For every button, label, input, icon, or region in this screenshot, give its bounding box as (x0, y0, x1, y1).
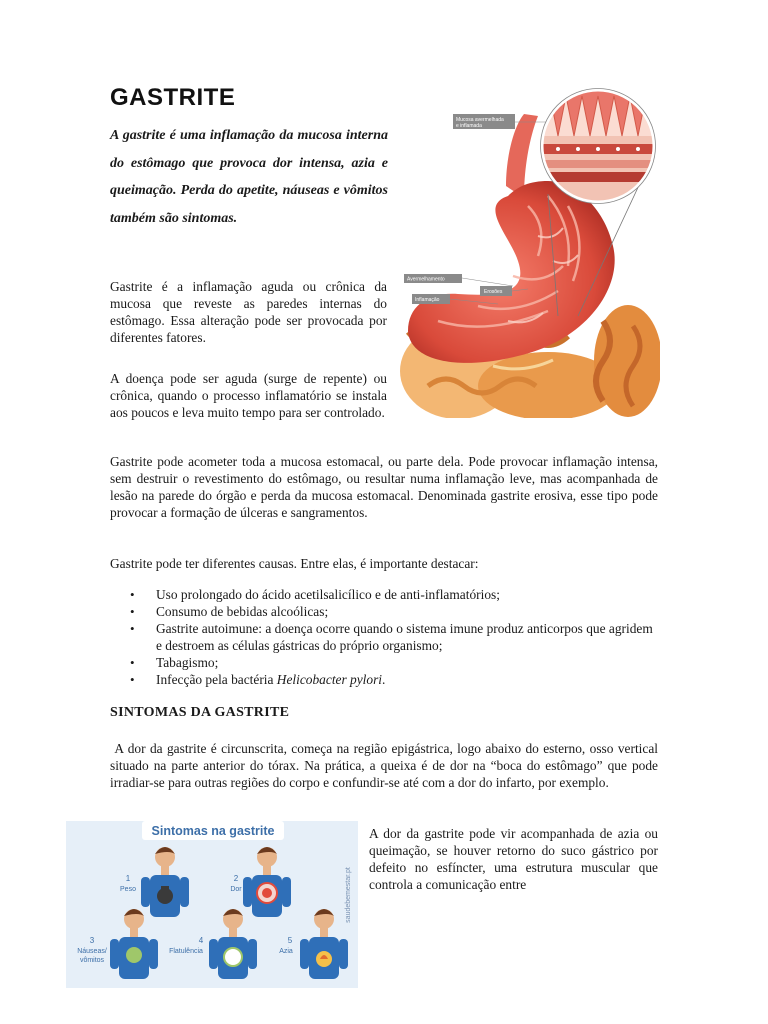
paragraph-heartburn: A dor da gastrite pode vir acompanhada de azia ou queimação, se houver retorno do suco gástrico por defeito no esfíncter, uma estrutura muscular que controla a comunicação entre (369, 826, 658, 892)
symptoms-infographic (66, 821, 358, 988)
symptom-2-label: Dor (230, 886, 242, 893)
stomach-illustration (398, 86, 660, 418)
paragraph-erosive: Gastrite pode acometer toda a mucosa estomacal, ou parte dela. Pode provocar inflamação intensa, sem destruir o revestimento do estômago, ou resultar numa inflamação leve, mas acompanhada de lesão na parede do órgão e perda da mucosa estomacal. Denominada gastrite erosiva, esse tipo pode provocar a formação de úlceras e sangramentos. (110, 454, 658, 520)
symptom-5-number: 5 (287, 936, 293, 945)
label-zoom-line2: e inflamada (456, 123, 482, 129)
label-zoom-line1: Mucosa avermelhada (456, 117, 504, 123)
symptom-2-number: 2 (233, 874, 239, 883)
list-item: • Uso prolongado do ácido acetilsalicílico e de anti-inflamatórios; (110, 586, 658, 603)
label-erosions: Erosões (484, 289, 503, 295)
paragraph-acute-chronic: A doença pode ser aguda (surge de repente) ou crônica, quando o processo inflamatório se instala aos poucos e leva muito tempo para ser controlado. (110, 371, 387, 420)
symptom-4-number: 4 (198, 936, 204, 945)
symptom-1-label: Peso (120, 886, 136, 893)
list-item: • Infecção pela bactéria Helicobacter pylori. (110, 671, 658, 688)
paragraph-causes-intro: Gastrite pode ter diferentes causas. Entre elas, é importante destacar: (110, 556, 479, 571)
symptom-4-label: Flatulência (169, 948, 203, 955)
symptom-1-number: 1 (125, 874, 131, 883)
lead-paragraph: A gastrite é uma inflamação da mucosa interna do estômago que provoca dor intensa, azia e queimação. Perda do apetite, náuseas e vômitos também são sintomas. (110, 128, 388, 226)
label-inflammation: Inflamação (415, 297, 440, 303)
bacteria-name: Helicobacter pylori (276, 672, 383, 687)
section-heading-symptoms: SINTOMAS DA GASTRITE (110, 705, 290, 720)
symptom-3-label-line1: Náuseas/ (77, 948, 107, 955)
causes-list (110, 586, 658, 688)
infographic-title: Sintomas na gastrite (151, 824, 275, 838)
symptom-5-label: Azia (279, 948, 293, 955)
paragraph-pain: A dor da gastrite é circunscrita, começa na região epigástrica, logo abaixo do esterno, osso vertical situado na parte anterior do tórax. Na prática, a queixa é de dor na “boca do estômago” que pode irradiar-se para outras regiões do corpo e confundir-se até com a dor do infarto, por exemplo. (110, 741, 662, 790)
label-redness: Avermelhamento (407, 276, 445, 283)
page-title: GASTRITE (110, 84, 236, 111)
list-item: • Consumo de bebidas alcoólicas; (110, 603, 658, 620)
infographic-watermark: saudebemestar.pt (345, 867, 352, 923)
symptom-3-number: 3 (89, 936, 95, 945)
list-item: • Gastrite autoimune: a doença ocorre quando o sistema imune produz anticorpos que agridem e destroem as células gástricas do próprio organismo; (110, 620, 658, 654)
list-item: • Tabagismo; (110, 654, 658, 671)
paragraph-definition: Gastrite é a inflamação aguda ou crônica da mucosa que reveste as paredes internas do estômago. Essa alteração pode ser provocada por diferentes fatores. (110, 279, 387, 345)
symptom-3-label-line2: vômitos (79, 957, 105, 964)
